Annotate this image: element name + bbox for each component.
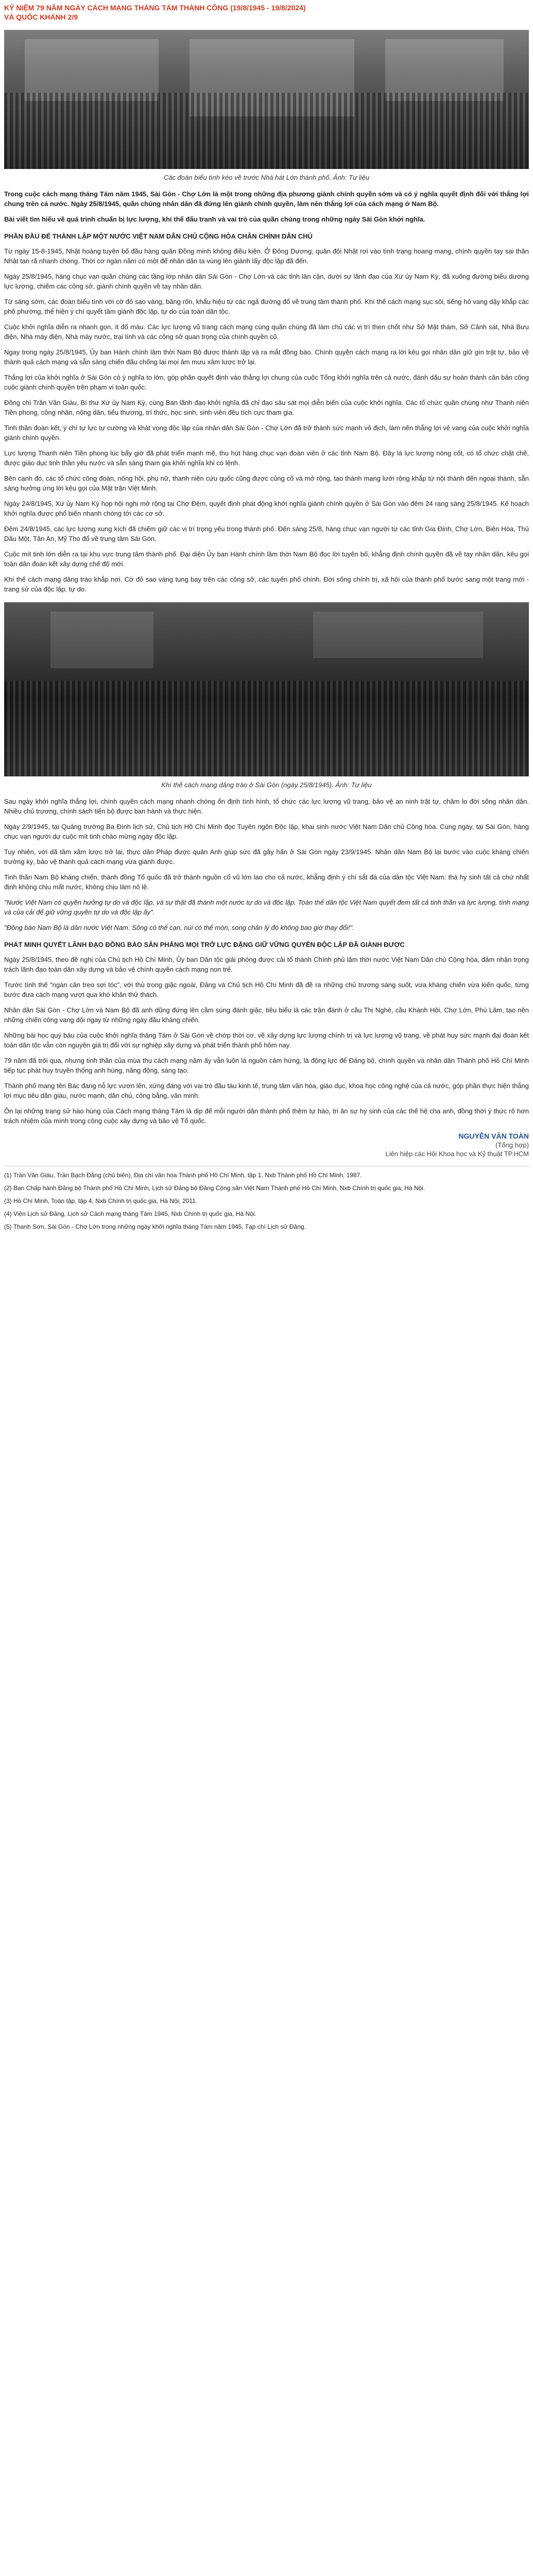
paragraph: 79 năm đã trôi qua, nhưng tinh thần của mùa thu cách mạng năm ấy vẫn luôn là nguồn cảm hứng, là động lực để Đảng bộ, chính quyền và nhân dân Thành phố Hồ Chí Minh tiếp tục phát huy truyền thống anh hùng, năng động, sáng tạo.	[4, 1057, 529, 1074]
paragraph: Ngày 25/8/1945, hàng chục vạn quần chúng các tầng lớp nhân dân Sài Gòn - Chợ Lớn và các tỉnh lân cận, dưới sự lãnh đạo của Xứ ủy Nam Kỳ, đã xuống đường biểu dương lực lượng, chiếm các công sở, giành chính quyền về tay nhân dân.	[4, 273, 529, 290]
figure-2-caption: Khí thế cách mạng dâng trào ở Sài Gòn (ngày 25/8/1945). Ảnh: Tư liệu	[161, 781, 372, 789]
paragraph: Ngày 24/8/1945, Xứ ủy Nam Kỳ họp hội nghị mở rộng tại Chợ Đệm, quyết định phát động khởi nghĩa giành chính quyền ở Sài Gòn vào đêm 24 rạng sáng 25/8/1945. Kế hoạch khởi nghĩa được phổ biến nhanh chóng tới các cơ sở.	[4, 500, 529, 517]
author-affiliation: Liên hiệp các Hội Khoa học và Kỹ thuật TP.HCM	[385, 1150, 529, 1158]
paragraph: Đêm 24/8/1945, các lực lượng xung kích đã chiếm giữ các vị trí trọng yếu trong thành phố. Đến sáng 25/8, hàng chục vạn người từ các tỉnh Gia Định, Chợ Lớn, Biên Hòa, Thủ Dầu Một, Tân An, Mỹ Tho đổ về trung tâm Sài Gòn.	[4, 525, 529, 543]
paragraph: Đồng chí Trần Văn Giàu, Bí thư Xứ ủy Nam Kỳ, cùng Ban lãnh đạo khởi nghĩa đã chỉ đạo sâu sát mọi diễn biến của cuộc khởi nghĩa. Các tổ chức quần chúng như Thanh niên Tiền phong, công nhân, nông dân, tiểu thương, trí thức, học sinh, sinh viên đều tích cực tham gia.	[4, 399, 529, 416]
paragraph: Cuộc mít tinh lớn diễn ra tại khu vực trung tâm thành phố. Đại diện Ủy ban Hành chính lâm thời Nam Bộ đọc lời tuyên bố, khẳng định chính quyền đã về tay nhân dân, kêu gọi toàn dân đoàn kết xây dựng chế độ mới.	[4, 550, 529, 568]
references	[4, 1166, 529, 1231]
paragraph: Từ ngày 15-8-1945, Nhật hoàng tuyên bố đầu hàng quân Đồng minh không điều kiện. Ở Đông Dương, quân đội Nhật rơi vào tình trạng hoang mang, chính quyền tay sai thân Nhật tan rã nhanh chóng. Thời cơ ngàn năm có một để nhân dân ta vùng lên giành lấy độc lập đã đến.	[4, 247, 529, 265]
reference-item: (5) Thanh Sơn, Sài Gòn - Chợ Lớn trong những ngày khởi nghĩa tháng Tám năm 1945, Tạp chí Lịch sử Đảng.	[4, 1223, 306, 1230]
reference-item: (1) Trần Văn Giàu, Trần Bạch Đằng (chủ biên), Địa chí văn hóa Thành phố Hồ Chí Minh, tập 1, Nxb Thành phố Hồ Chí Minh, 1987.	[4, 1172, 362, 1179]
paragraph: Từ sáng sớm, các đoàn biểu tình với cờ đỏ sao vàng, băng rôn, khẩu hiệu từ các ngả đường đổ về trung tâm thành phố. Khí thế cách mạng sục sôi, tiếng hô vang dậy khắp các phố phường, thể hiện ý chí quyết tâm giành độc lập, tự do của toàn dân tộc.	[4, 298, 529, 315]
quote-paragraph: "Nước Việt Nam có quyền hưởng tự do và độc lập, và sự thật đã thành một nước tự do và độc lập. Toàn thể dân tộc Việt Nam quyết đem tất cả tinh thần và lực lượng, tính mạng và của cải để giữ vững quyền tự do và độc lập ấy".	[4, 899, 529, 916]
paragraph: Cuộc khởi nghĩa diễn ra nhanh gọn, ít đổ máu. Các lực lượng vũ trang cách mạng cùng quần chúng đã làm chủ các vị trí then chốt như Sở Mật thám, Sở Cảnh sát, Nhà Bưu điện, Nhà máy điện, Nhà máy nước, trại lính và các công sở quan trọng của chính quyền cũ.	[4, 323, 529, 341]
paragraph: Những bài học quý báu của cuộc khởi nghĩa tháng Tám ở Sài Gòn về chớp thời cơ, về xây dựng lực lượng chính trị và lực lượng vũ trang, về phát huy sức mạnh đại đoàn kết toàn dân tộc vẫn còn nguyên giá trị đối với sự nghiệp xây dựng và phát triển thành phố hôm nay.	[4, 1031, 529, 1049]
section-1-heading: PHẦN ĐẦU ĐỂ THÀNH LẬP MỘT NƯỚC VIỆT NAM DÂN CHỦ CỘNG HÒA CHÂN CHÍNH DÂN CHỦ	[4, 232, 313, 240]
quote-paragraph: "Đồng bào Nam Bộ là dân nước Việt Nam. Sông có thể cạn, núi có thể mòn, song chân lý đó không bao giờ thay đổi!".	[4, 924, 354, 931]
paragraph: Thành phố mang tên Bác đang nỗ lực vươn lên, xứng đáng với vai trò đầu tàu kinh tế, trung tâm văn hóa, giáo dục, khoa học công nghệ của cả nước, góp phần thực hiện thắng lợi mục tiêu dân giàu, nước mạnh, dân chủ, công bằng, văn minh.	[4, 1082, 529, 1099]
figure-1-caption: Các đoàn biểu tình kéo về trước Nhà hát Lớn thành phố. Ảnh: Tư liệu	[163, 174, 370, 181]
paragraph: Sau ngày khởi nghĩa thắng lợi, chính quyền cách mạng nhanh chóng ổn định tình hình, tổ chức các lực lượng vũ trang, bảo vệ an ninh trật tự, chăm lo đời sống nhân dân. Nhiều chủ trương, chính sách tiến bộ được ban hành và thực hiện.	[4, 798, 529, 815]
author-block	[4, 1132, 529, 1158]
paragraph: Thắng lợi của khởi nghĩa ở Sài Gòn có ý nghĩa to lớn, góp phần quyết định vào thắng lợi chung của cuộc Tổng khởi nghĩa trên cả nước, đánh dấu sự hoàn thành căn bản công cuộc giành chính quyền trên phạm vi toàn quốc.	[4, 374, 529, 391]
lead-paragraph-2: Bài viết tìm hiểu về quá trình chuẩn bị lực lượng, khí thế đấu tranh và vai trò của quần chúng trong những ngày Sài Gòn khởi nghĩa.	[4, 215, 425, 223]
kicker-line-1: KỶ NIỆM 79 NĂM NGÀY CÁCH MẠNG THÁNG TÁM THÀNH CÔNG (19/8/1945 - 19/8/2024)	[4, 4, 306, 12]
article-kicker	[4, 3, 529, 22]
reference-item: (3) Hồ Chí Minh, Toàn tập, tập 4, Nxb Chính trị quốc gia, Hà Nội, 2011.	[4, 1197, 198, 1205]
paragraph: Tuy nhiên, với dã tâm xâm lược trở lại, thực dân Pháp được quân Anh giúp sức đã gây hấn ở Sài Gòn ngày 23/9/1945. Nhân dân Nam Bộ lại bước vào cuộc kháng chiến trường kỳ, bảo vệ thành quả cách mạng vừa giành được.	[4, 848, 529, 866]
photo-crowd-theatre	[4, 30, 529, 169]
author-note: (Tổng hợp)	[495, 1141, 529, 1149]
paragraph: Khí thế cách mạng dâng trào khắp nơi. Cờ đỏ sao vàng tung bay trên các công sở, các tuyến phố chính. Đời sống chính trị, xã hội của thành phố bước sang một trang mới - trang sử của độc lập, tự do.	[4, 575, 529, 593]
paragraph: Bên cạnh đó, các tổ chức công đoàn, nông hội, phụ nữ, thanh niên cứu quốc cũng được củng cố và mở rộng, tạo thành mạng lưới rộng khắp từ nội thành đến ngoại thành, sẵn sàng hưởng ứng lời kêu gọi của Mặt trận Việt Minh.	[4, 474, 529, 492]
photo-revolution-saigon	[4, 602, 529, 776]
paragraph: Ngày 25/8/1945, theo đề nghị của Chủ tịch Hồ Chí Minh, Ủy ban Dân tộc giải phóng được cải tổ thành Chính phủ lâm thời nước Việt Nam Dân chủ Cộng hòa, đảm nhận trọng trách lãnh đạo toàn dân xây dựng và bảo vệ chính quyền cách mạng non trẻ.	[4, 956, 529, 973]
paragraph: Ngay trong ngày 25/8/1945, Ủy ban Hành chính lâm thời Nam Bộ được thành lập và ra mắt đồng bào. Chính quyền cách mạng ra lời kêu gọi nhân dân giữ gìn trật tự, bảo vệ thành quả cách mạng và sẵn sàng chiến đấu chống lại mọi âm mưu xâm lược trở lại.	[4, 348, 529, 366]
author-name: NGUYỄN VĂN TOÀN	[458, 1132, 529, 1140]
reference-item: (4) Viện Lịch sử Đảng, Lịch sử Cách mạng tháng Tám 1945, Nxb Chính trị quốc gia, Hà Nội.	[4, 1210, 256, 1217]
paragraph: Ôn lại những trang sử hào hùng của Cách mạng tháng Tám là dịp để mỗi người dân thành phố thêm tự hào, tri ân sự hy sinh của các thế hệ cha anh, đồng thời ý thức rõ hơn trách nhiệm của mình trong công cuộc xây dựng và bảo vệ Tổ quốc.	[4, 1107, 529, 1125]
paragraph: Trước tình thế "ngàn cân treo sợi tóc", với thù trong giặc ngoài, Đảng và Chủ tịch Hồ Chí Minh đã đề ra những chủ trương sáng suốt, vừa kháng chiến vừa kiến quốc, từng bước đưa cách mạng vượt qua khó khăn thử thách.	[4, 981, 529, 998]
paragraph: Ngày 2/9/1945, tại Quảng trường Ba Đình lịch sử, Chủ tịch Hồ Chí Minh đọc Tuyên ngôn Độc lập, khai sinh nước Việt Nam Dân chủ Cộng hòa. Cùng ngày, tại Sài Gòn, hàng chục vạn người dự cuộc mít tinh chào mừng ngày độc lập.	[4, 823, 529, 840]
reference-item: (2) Ban Chấp hành Đảng bộ Thành phố Hồ Chí Minh, Lịch sử Đảng bộ Đảng Cộng sản Việt Nam Thành phố Hồ Chí Minh, Nxb Chính trị quốc gia, Hà Nội.	[4, 1184, 425, 1192]
paragraph: Lực lượng Thanh niên Tiền phong lúc bấy giờ đã phát triển mạnh mẽ, thu hút hàng chục vạn đoàn viên ở các tỉnh Nam Bộ. Đây là lực lượng nòng cốt, có tổ chức chặt chẽ, được giáo dục tinh thần yêu nước và sẵn sàng tham gia khởi nghĩa khi có lệnh.	[4, 449, 529, 467]
lead-paragraph-1: Trong cuộc cách mạng tháng Tám năm 1945, Sài Gòn - Chợ Lớn là một trong những địa phương giành chính quyền sớm và có ý nghĩa quyết định đối với thắng lợi chung trên cả nước. Ngày 25/8/1945, quần chúng nhân dân đã đứng lên giành chính quyền, làm nên thắng lợi của cách mạng ở Nam Bộ.	[4, 190, 529, 208]
kicker-line-2: VÀ QUỐC KHÁNH 2/9	[4, 13, 78, 21]
figure-2	[4, 602, 529, 789]
paragraph: Nhân dân Sài Gòn - Chợ Lớn và Nam Bộ đã anh dũng đứng lên cầm súng đánh giặc, tiêu biểu là các trận đánh ở cầu Thị Nghè, cầu Khánh Hội, Chợ Lớn, Phú Lâm, tạo nên những chiến công vang dội ngay từ những ngày đầu kháng chiến.	[4, 1006, 529, 1024]
figure-1	[4, 30, 529, 182]
paragraph: Tinh thần đoàn kết, ý chí tự lực tự cường và khát vọng độc lập của nhân dân Sài Gòn - Chợ Lớn đã trở thành sức mạnh vô địch, làm nên thắng lợi vẻ vang của cuộc khởi nghĩa giành chính quyền.	[4, 424, 529, 442]
article	[4, 0, 529, 1235]
paragraph: Tinh thần Nam Bộ kháng chiến, thành đồng Tổ quốc đã trở thành nguồn cổ vũ lớn lao cho cả nước, khẳng định ý chí sắt đá của dân tộc Việt Nam: thà hy sinh tất cả chứ nhất định không chịu mất nước, không chịu làm nô lệ.	[4, 873, 529, 891]
section-2-heading: PHÁT MINH QUYẾT LÃNH ĐẠO ĐỒNG BÀO SẴN PHẲNG MỌI TRỞ LỰC ĐẶNG GIỮ VỮNG QUYỀN ĐỘC LẬP ĐÃ GIÀNH ĐƯỢC	[4, 941, 405, 948]
